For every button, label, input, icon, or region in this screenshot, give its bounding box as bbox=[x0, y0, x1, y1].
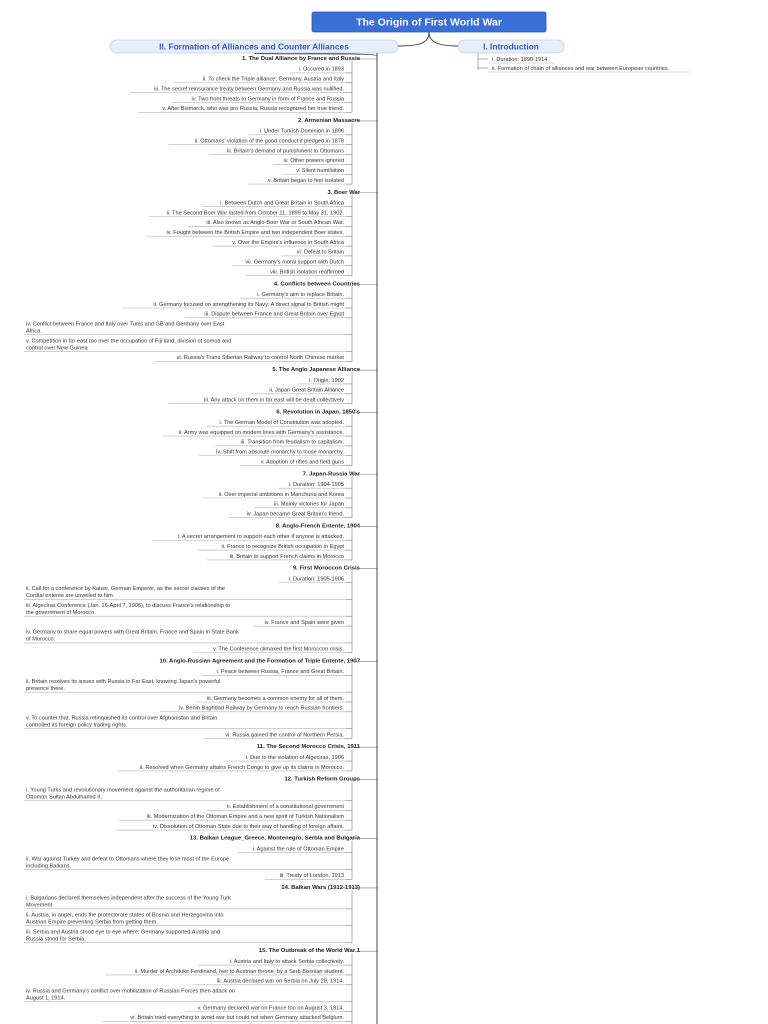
alliance-section bbox=[130, 56, 377, 112]
intro-branch-label: I. Introduction bbox=[483, 41, 539, 52]
section-item: v. Adoption of rifles and field guns bbox=[260, 459, 344, 466]
section-item: i. Young Turks and revolutionary movement against the authoritarian regime of bbox=[26, 787, 220, 794]
section-item: ii. Call for a conference by Kaiser, German Emperor, as the secret clauses of the bbox=[26, 586, 225, 593]
section-item: i. Origin: 1902 bbox=[309, 377, 344, 384]
section-item: i. Bulgarians declared themselves independent after the success of the Young Turk bbox=[26, 895, 231, 902]
section-title: 7. Japan-Russia War bbox=[302, 471, 360, 478]
section-item: iii. Treaty of London, 1913 bbox=[279, 873, 344, 880]
section-item: v. The Conference climaxed the first Moroccon crisis. bbox=[213, 646, 344, 653]
section-item: iii. Also known as Anglo-Boer War or South African War. bbox=[206, 220, 344, 227]
section-title: 14. Balkan Wars (1912-1913) bbox=[281, 884, 360, 891]
section-item: controlled its foreign policy trading rights. bbox=[26, 722, 128, 729]
section-item: v. Germany declared war on France too on August 3, 1914. bbox=[197, 1005, 344, 1012]
section-item: vi. Russia gained the control of Northern Persia. bbox=[225, 732, 344, 739]
alliance-sections bbox=[24, 53, 377, 1024]
section-title: 5. The Anglo Japanese Alliance bbox=[272, 367, 360, 374]
section-item: iii. Any attack on them in far east will be dealt collectively bbox=[204, 397, 344, 404]
section-item: vi. Russia's Trans Siberian Railway to control North Chinese market bbox=[176, 355, 344, 362]
section-item: ii. Army was equipped on modern lines with Germany's assistance. bbox=[178, 429, 344, 436]
section-item: ii. Establishment of a constitutional government bbox=[227, 804, 344, 811]
section-item: iii. Modernization of the Ottoman Empire and a new spirit of Turkish Nationalism bbox=[146, 814, 344, 820]
section-item: i. Germany's aim to replace Britain. bbox=[257, 291, 344, 298]
section-item: iii. The secret reinsurance treaty between Germany and Russia was nullified. bbox=[154, 86, 344, 93]
section-item: vii. Germany's moral support with Dutch bbox=[245, 259, 344, 266]
section-item: iv. Dissolution of Ottoman State due to their way of handling of foreign affairs. bbox=[152, 823, 344, 830]
section-item: i. Between Dutch and Great Britain in South Africa bbox=[220, 200, 344, 207]
section-item: iv. Shift from absolute monarchy to loose monarchy. bbox=[216, 449, 344, 456]
intro-items bbox=[478, 53, 689, 72]
section-item: i. The German Model of Constitution was adopted. bbox=[219, 420, 344, 426]
section-item: i. Peace between Russia, France and Great Britain. bbox=[216, 669, 344, 676]
alliance-section bbox=[169, 118, 378, 184]
section-item: iv. Conflict between France and Italy over Tunis and GB and Germany over East bbox=[26, 321, 225, 328]
section-item: iv. France and Spain were given bbox=[264, 619, 344, 626]
section-item: control over New Guinea bbox=[26, 345, 88, 352]
alliance-section bbox=[24, 281, 377, 361]
section-title: 2. Armenian Massacre bbox=[298, 117, 360, 124]
section-item: ii. Ottomans' violation of the good conduct it pledged in 1878 bbox=[194, 138, 344, 145]
section-item: i. A secret arrangement to support each other if anyone is attacked. bbox=[177, 534, 344, 541]
section-item: ii. The Second Boer War lasted from October 11, 1899 to May 31, 1902. bbox=[166, 210, 344, 217]
section-item: i. Austria and Italy to attack Serbia collectively. bbox=[229, 958, 344, 965]
alliance-section bbox=[24, 566, 377, 653]
alliance-section bbox=[24, 836, 377, 880]
section-item: presence there. bbox=[26, 685, 65, 692]
section-item: iii. Austria declared war on Serbia on July 28, 1914. bbox=[216, 978, 344, 985]
alliance-section bbox=[163, 409, 377, 465]
section-item: v. To counter that, Russia relinquished its control over Afghanistan and Britain bbox=[26, 715, 218, 722]
section-item: iii. Germany becomes a common enemy for all of them. bbox=[206, 695, 344, 702]
section-item: iv. Germany to share equal powers with Great Britain, France and Spain in State Bank bbox=[26, 629, 239, 636]
section-item: iv. Berlin Baghdad Railway by Germany to reach Russian frontiers. bbox=[179, 705, 344, 712]
section-item: iii. Serbia and Austria stood eye to eye where; Germany supported Austria and bbox=[26, 929, 221, 936]
alliance-section bbox=[119, 744, 377, 771]
section-item: ii. Austria, in anger, ends the protectorate states of Bosnia and Herzegovina into bbox=[26, 912, 224, 919]
alliance-section bbox=[24, 658, 377, 738]
section-title: 10. Anglo-Russian Agreement and the Formation of Triple Entente, 1907 bbox=[159, 658, 360, 665]
section-title: 13. Balkan League_Greece, Montenegro, Serbia and Bulgaria bbox=[189, 835, 360, 842]
section-item: ii. France to recognize British occupation in Egypt bbox=[221, 543, 344, 550]
section-item: v. Britain began to feel isolated bbox=[267, 177, 344, 184]
section-item: iv. Two front threats to Germany in form of France and Russia bbox=[191, 96, 344, 103]
section-item: i. Against the rule of Ottoman Empire bbox=[252, 846, 344, 853]
root-to-intro-connector bbox=[429, 32, 458, 46]
section-item: i. Occured in 1893 bbox=[298, 66, 344, 73]
section-title: 9. First Moroccon Crisis bbox=[292, 565, 360, 572]
section-item: iii. Mainly victories for Japan bbox=[274, 501, 344, 508]
alliance-section bbox=[24, 885, 377, 943]
section-item: Austrian Empire preventing Serbia from getting them. bbox=[26, 919, 158, 926]
section-title: 12. Turkish Reform Groups bbox=[284, 776, 360, 783]
alliances-branch-label: II. Formation of Alliances and Counter Alliances bbox=[159, 41, 349, 52]
alliance-section bbox=[169, 367, 378, 404]
section-item: ii. Japan Great Britain Alliance bbox=[269, 387, 344, 394]
section-item: iv. Other powers ignored bbox=[283, 158, 344, 165]
section-item: vi. Britain tried everything to avoid war but could not when Germany attacked Belgium. bbox=[130, 1015, 344, 1022]
section-item: Movement bbox=[26, 902, 53, 909]
section-item: Russia stood for Serbia. bbox=[26, 936, 86, 943]
section-item: v. Over the Empire's influence in South Africa bbox=[232, 239, 344, 246]
section-item: Africa. bbox=[26, 328, 42, 335]
section-item: ii. Murder of Archduke Ferdinand, heir to Austrian throne, by a Serb Bosnian student. bbox=[134, 968, 344, 975]
section-item: iii. Transition from feudalism to capitalism. bbox=[240, 439, 344, 446]
section-item: iii. Dispute between France and Great Britain over Egypt bbox=[204, 311, 344, 318]
section-item: of Morocco. bbox=[26, 636, 56, 643]
section-title: 1. The Dual Alliance by France and Russia bbox=[242, 56, 360, 62]
section-item: iv. Russia and Germany's conflict over mobilization of Russian Forces then attack on bbox=[26, 988, 235, 995]
section-item: ii. To check the Triple alliance; Germany, Austria and Italy bbox=[202, 76, 344, 83]
section-item: ii. War against Turkey and defeat to Ottomans where they lose most of the Europe bbox=[26, 856, 230, 863]
alliance-section bbox=[152, 523, 377, 560]
section-item: ii. Germany focused on strengthening its Navy: A direct signal to British might bbox=[153, 301, 344, 308]
section-title: 6. Revolution in Japan, 1850's bbox=[276, 409, 360, 416]
alliance-section bbox=[24, 777, 377, 830]
section-item: i. Duration: 1905-1906 bbox=[288, 576, 344, 583]
section-item: iv. Japan became Great Britain's friend. bbox=[246, 511, 344, 518]
intro-item: ii. Formation of chain of alliances and war between European countries. bbox=[492, 66, 670, 72]
section-item: iv. Fought between the British Empire and two independent Boer states. bbox=[166, 230, 344, 236]
section-item: v. Silent humiliation bbox=[296, 168, 344, 175]
section-item: the government of Morocco bbox=[26, 610, 95, 616]
alliance-section bbox=[24, 948, 377, 1024]
section-item: iii. Britain to support French claims in Morocco bbox=[229, 553, 344, 560]
section-item: iii. Algeciras Conference (Jan. 16-April 7, 1906), to discuss France's relationship to bbox=[26, 603, 231, 609]
alliance-section bbox=[202, 471, 378, 517]
alliance-section bbox=[147, 190, 378, 276]
section-item: Cordial entente are unveiled to him. bbox=[26, 593, 115, 600]
section-title: 11. The Second Morocco Crisis, 1911 bbox=[256, 744, 360, 751]
intro-item: i. Duration: 1890-1914 bbox=[492, 57, 548, 63]
section-item: including Balkans. bbox=[26, 863, 72, 870]
section-item: ii. Britain resolves its issues with Russia in Far East, knowing Japan's powerful bbox=[26, 678, 221, 685]
root-to-alliances-connector bbox=[398, 32, 429, 46]
root-label: The Origin of First World War bbox=[356, 16, 502, 29]
section-item: v. After Bismarck, who was pro Russia, Russia recognized her true friend. bbox=[162, 106, 344, 113]
section-item: i. Due to the violation of Algeciras, 1906 bbox=[245, 754, 344, 761]
section-title: 4. Conflicts between Countries bbox=[273, 281, 360, 288]
section-item: August 1, 1914. bbox=[26, 995, 66, 1002]
section-item: vi. Defeat to Britain bbox=[296, 249, 344, 256]
section-item: Ottoman Sultan Abdulhamid II. bbox=[26, 794, 102, 801]
section-title: 15. The Outbreak of the World War 1 bbox=[258, 948, 360, 955]
section-item: i. Under Turkish Dominion in 1896 bbox=[259, 128, 344, 135]
section-item: i. Duration: 1904-1905 bbox=[288, 481, 344, 488]
section-item: ii. Over imperial ambitions in Manchuria and Korea bbox=[218, 491, 344, 498]
section-item: ii. Resolved when Germany attains French Congo to give up its claims in Morocco. bbox=[139, 764, 344, 771]
section-title: 3. Boer War bbox=[327, 189, 360, 196]
section-item: viii. British isolation reaffirmed bbox=[270, 269, 344, 276]
section-item: iii. Britain's demand of punishment to Ottomans bbox=[226, 148, 344, 155]
section-title: 8. Anglo-French Entente, 1904 bbox=[275, 523, 360, 530]
section-item: v. Competition in far east too over the occupation of Fiji land, division of somoa and bbox=[26, 338, 232, 345]
